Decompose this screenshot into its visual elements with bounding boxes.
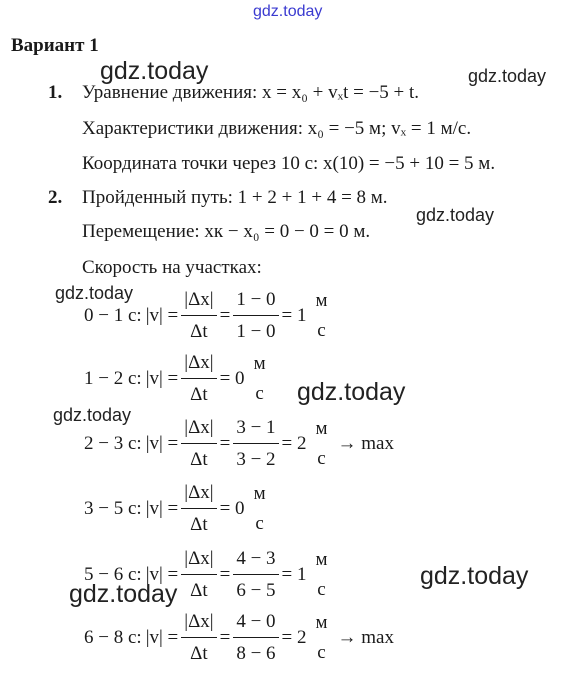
delta-fraction-numerator: |Δx| <box>181 483 216 509</box>
unit-m-per-s-denominator: с <box>317 319 326 341</box>
equals-sign: = <box>219 304 231 326</box>
variant-title: Вариант 1 <box>11 35 99 56</box>
unit-m-per-s <box>251 354 269 404</box>
watermark: gdz.today <box>53 405 132 425</box>
speed-row <box>84 353 272 405</box>
watermark: gdz.today <box>468 66 547 86</box>
value-fraction-numerator: 3 − 1 <box>233 418 278 444</box>
watermark: gdz.today <box>100 57 209 85</box>
delta-fraction-denominator: Δt <box>190 448 208 470</box>
speed-value: = 2 <box>281 626 307 648</box>
equals-sign: = <box>219 626 231 648</box>
value-fraction <box>233 612 278 664</box>
delta-fraction-denominator: Δt <box>190 320 208 342</box>
delta-fraction-numerator: |Δx| <box>181 418 216 444</box>
watermark: gdz.today <box>55 283 134 303</box>
value-fraction <box>233 290 278 342</box>
unit-m-per-s-numerator: м <box>253 353 266 374</box>
interval-label: 5 − 6 с: <box>84 563 142 585</box>
unit-m-per-s-numerator: м <box>315 549 328 570</box>
interval-label: 2 − 3 с: <box>84 432 142 454</box>
delta-fraction-denominator: Δt <box>190 642 208 664</box>
velocity-modulus: |v| = <box>145 563 179 585</box>
delta-fraction <box>181 483 216 535</box>
watermark: gdz.today <box>416 205 495 225</box>
watermark: gdz.today <box>420 562 529 590</box>
delta-fraction-denominator: Δt <box>190 513 208 535</box>
value-fraction-numerator: 4 − 3 <box>233 549 278 575</box>
watermark: gdz.today <box>69 580 178 608</box>
unit-m-per-s <box>251 484 269 534</box>
value-fraction-numerator: 1 − 0 <box>233 290 278 316</box>
delta-fraction-denominator: Δt <box>190 383 208 405</box>
delta-fraction <box>181 549 216 601</box>
unit-m-per-s <box>313 291 331 341</box>
speed-row <box>84 290 334 342</box>
watermark-top: gdz.today <box>253 3 323 20</box>
motion-characteristics: Характеристики движения: x₀ = −5 м; vₓ = 1 м/с. <box>82 118 472 139</box>
interval-label: 3 − 5 с: <box>84 497 142 519</box>
unit-m-per-s-denominator: с <box>317 578 326 600</box>
interval-label: 6 − 8 с: <box>84 626 142 648</box>
delta-fraction <box>181 353 216 405</box>
speed-row <box>84 483 272 535</box>
value-fraction-numerator: 4 − 0 <box>233 612 278 638</box>
unit-m-per-s <box>313 419 331 469</box>
unit-m-per-s <box>313 613 331 663</box>
unit-m-per-s-numerator: м <box>315 290 328 311</box>
velocity-modulus: |v| = <box>145 626 179 648</box>
max-marker: → max <box>337 626 394 648</box>
delta-fraction <box>181 418 216 470</box>
unit-m-per-s-denominator: с <box>317 447 326 469</box>
unit-m-per-s-numerator: м <box>253 483 266 504</box>
value-fraction-denominator: 8 − 6 <box>236 642 276 664</box>
unit-m-per-s-denominator: с <box>255 382 264 404</box>
delta-fraction-numerator: |Δx| <box>181 612 216 638</box>
equals-sign: = <box>219 432 231 454</box>
speed-value: = 0 <box>219 367 245 389</box>
equals-sign: = <box>219 563 231 585</box>
value-fraction <box>233 549 278 601</box>
task-number: 1. <box>48 82 63 103</box>
delta-fraction-numerator: |Δx| <box>181 549 216 575</box>
speed-row <box>84 612 394 664</box>
displacement: Перемещение: xк − x₀ = 0 − 0 = 0 м. <box>82 221 371 242</box>
coordinate-after-10s: Координата точки через 10 с: x(10) = −5 + 10 = 5 м. <box>82 153 496 174</box>
interval-label: 1 − 2 с: <box>84 367 142 389</box>
unit-m-per-s-numerator: м <box>315 612 328 633</box>
delta-fraction-numerator: |Δx| <box>181 353 216 379</box>
unit-m-per-s-denominator: с <box>255 512 264 534</box>
speed-value: = 2 <box>281 432 307 454</box>
delta-fraction <box>181 612 216 664</box>
speed-heading: Скорость на участках: <box>82 257 262 278</box>
motion-equation: Уравнение движения: x = x₀ + vₓt = −5 + t. <box>82 82 420 103</box>
speed-value: = 1 <box>281 304 307 326</box>
speed-value: = 1 <box>281 563 307 585</box>
velocity-modulus: |v| = <box>145 432 179 454</box>
unit-m-per-s-numerator: м <box>315 418 328 439</box>
path-traveled: Пройденный путь: 1 + 2 + 1 + 4 = 8 м. <box>82 187 388 208</box>
velocity-modulus: |v| = <box>145 497 179 519</box>
value-fraction-denominator: 6 − 5 <box>236 579 276 601</box>
speed-row <box>84 549 334 601</box>
speed-value: = 0 <box>219 497 245 519</box>
value-fraction-denominator: 1 − 0 <box>236 320 276 342</box>
interval-label: 0 − 1 с: <box>84 304 142 326</box>
max-marker: → max <box>337 432 394 454</box>
speed-row <box>84 418 394 470</box>
value-fraction-denominator: 3 − 2 <box>236 448 276 470</box>
velocity-modulus: |v| = <box>145 304 179 326</box>
delta-fraction-numerator: |Δx| <box>181 290 216 316</box>
value-fraction <box>233 418 278 470</box>
watermark: gdz.today <box>297 378 406 406</box>
unit-m-per-s <box>313 550 331 600</box>
delta-fraction-denominator: Δt <box>190 579 208 601</box>
unit-m-per-s-denominator: с <box>317 641 326 663</box>
velocity-modulus: |v| = <box>145 367 179 389</box>
task-number: 2. <box>48 187 63 208</box>
delta-fraction <box>181 290 216 342</box>
